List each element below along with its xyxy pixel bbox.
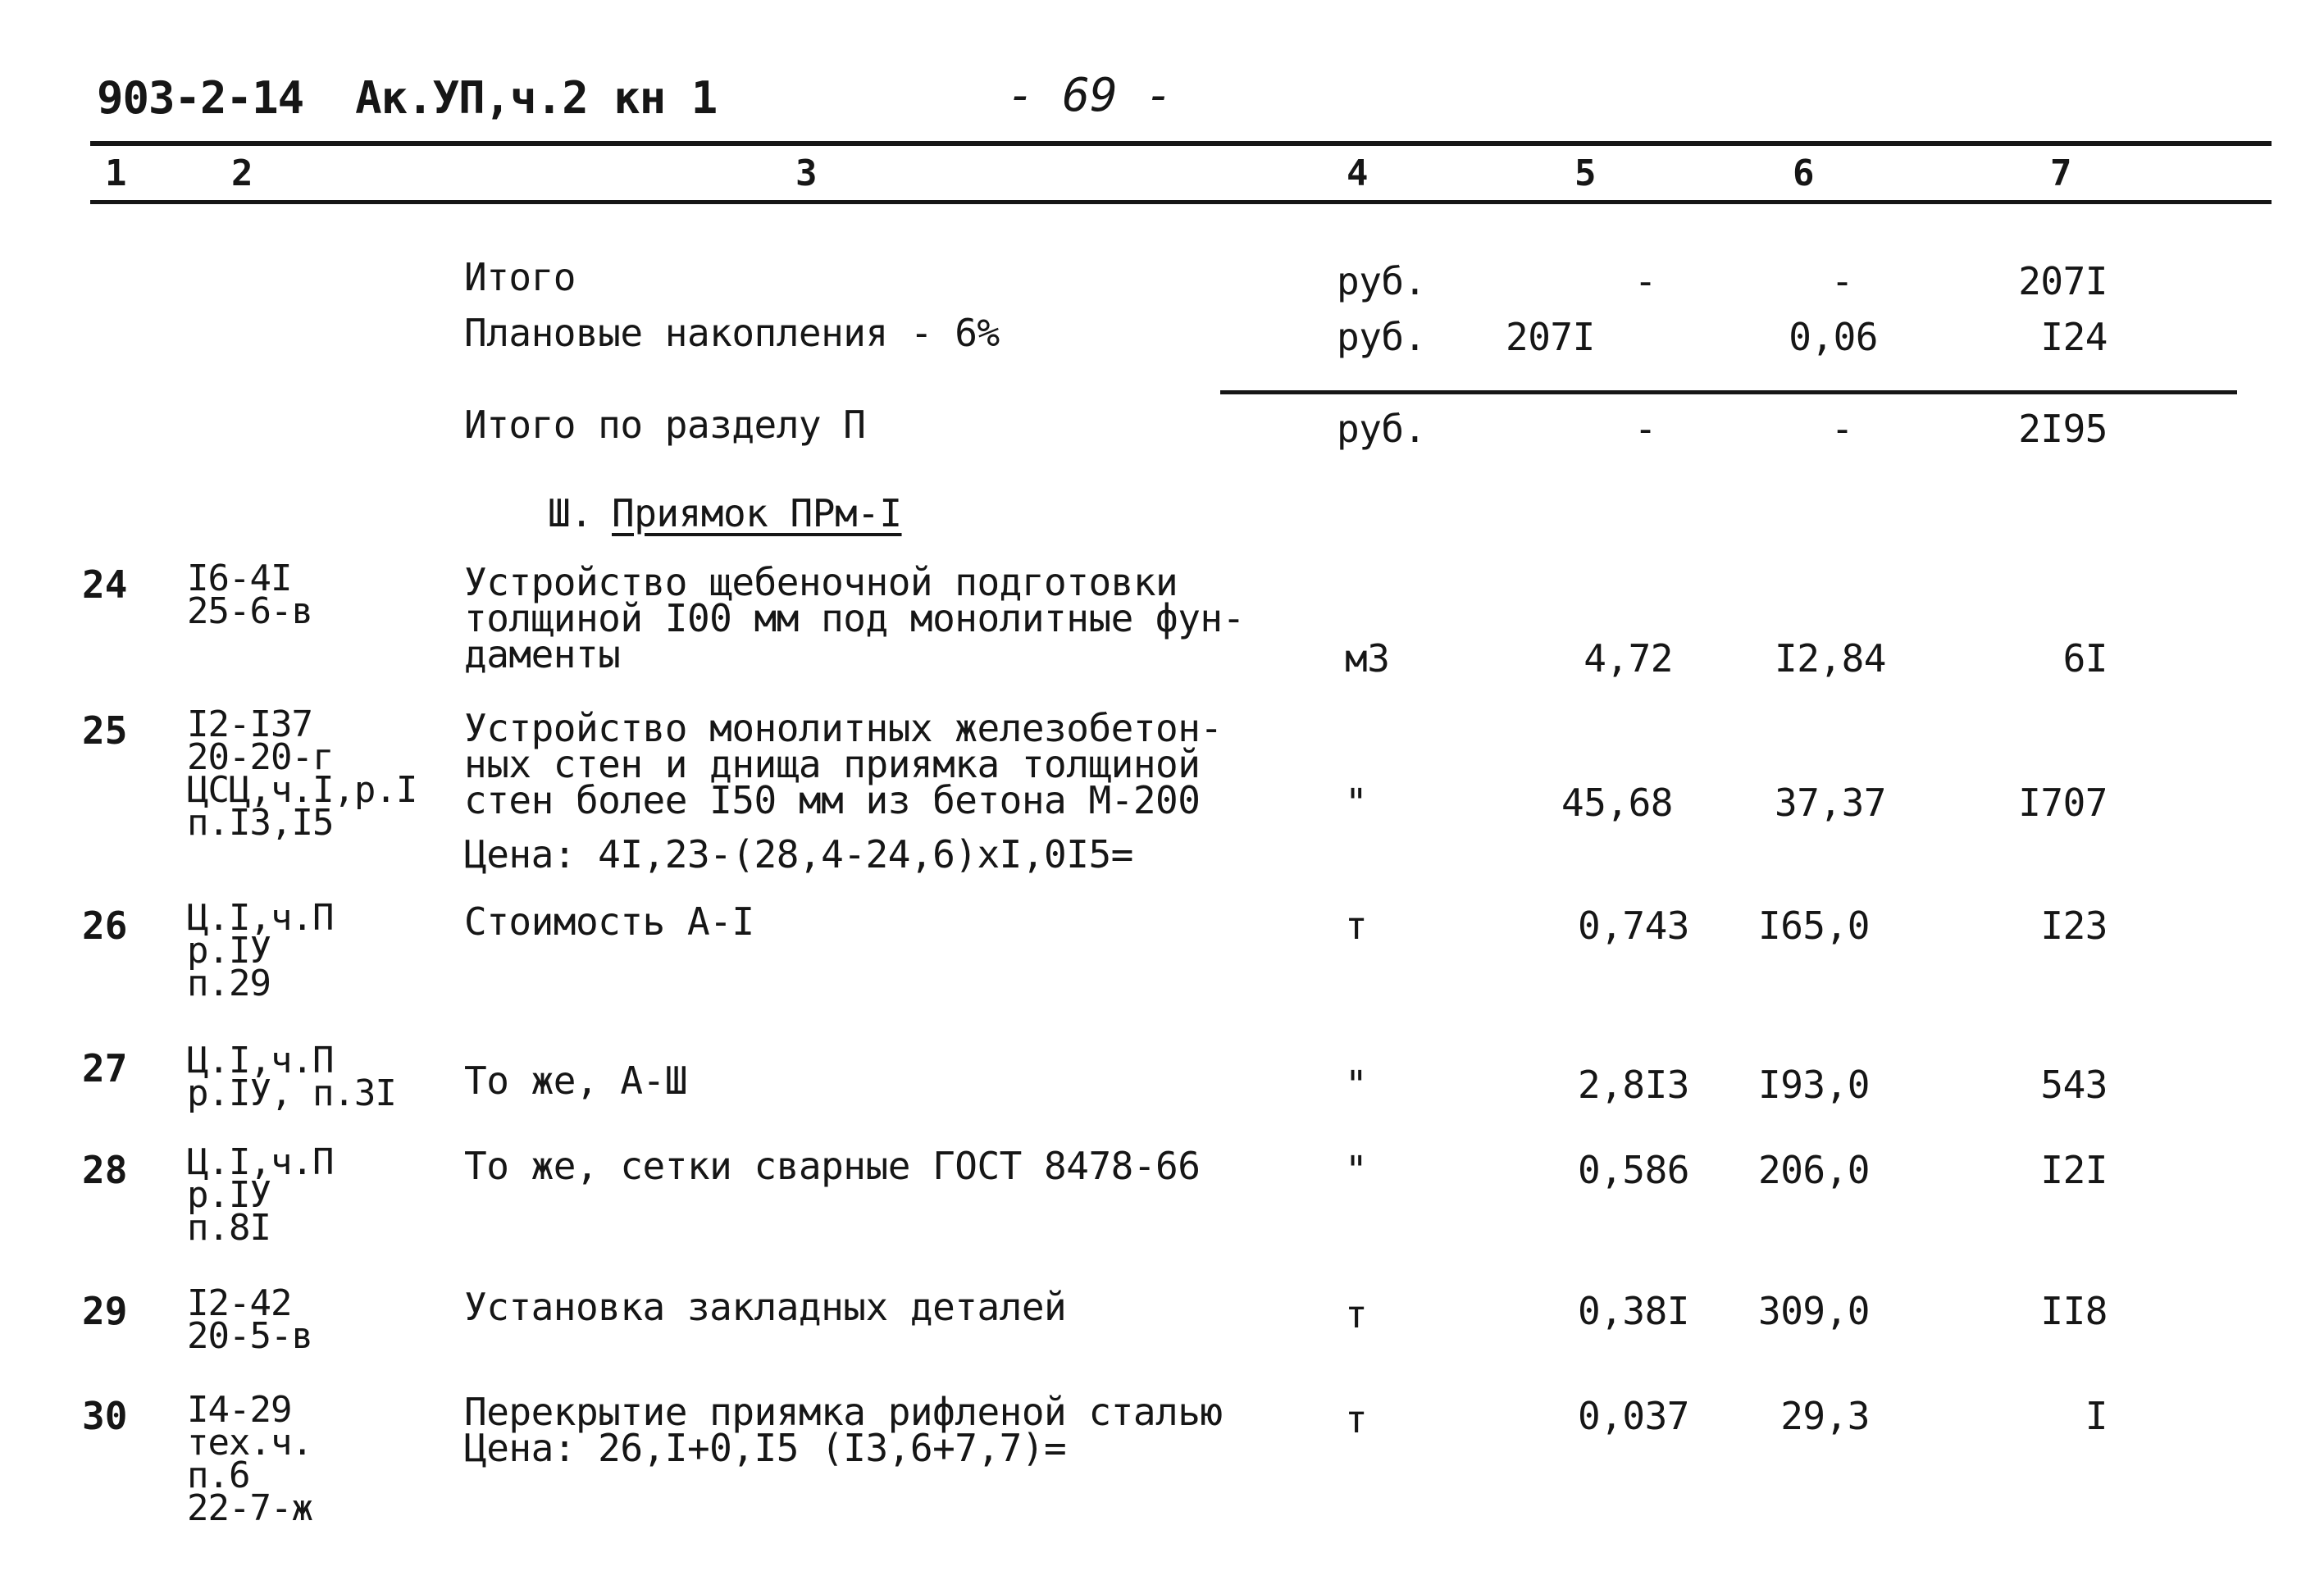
planned-savings-rate: 0,06 xyxy=(1789,315,1878,359)
total-unit: руб. xyxy=(1337,259,1426,303)
section-total-price: - xyxy=(1830,407,1853,451)
row-description: То же, А-Ш xyxy=(464,1059,687,1103)
row-qty: 4,72 xyxy=(1584,636,1673,681)
row-description: Устройство щебеночной подготовки толщиной I00 мм под монолитные фун- даменты xyxy=(464,560,1245,676)
row-number: 29 xyxy=(82,1289,128,1333)
planned-savings-label: Плановые накопления - 6% xyxy=(464,311,1000,355)
row-unit: " xyxy=(1345,781,1368,825)
column-header-3: 3 xyxy=(795,153,818,194)
row-price: I93,0 xyxy=(1758,1063,1870,1107)
total-price: - xyxy=(1830,259,1853,303)
row-qty: 0,38I xyxy=(1578,1289,1689,1333)
row-number: 30 xyxy=(82,1394,128,1438)
total-qty: - xyxy=(1634,259,1656,303)
section-total-sum: 2I95 xyxy=(2018,407,2108,451)
row-price-formula: Цена: 4I,23-(28,4-24,6)хI,0I5= xyxy=(464,832,1133,876)
row-description: Перекрытие приямка рифленой сталью Цена: 26,I+0,I5 (I3,6+7,7)= xyxy=(464,1390,1223,1470)
section-title: Приямок ПРм-I xyxy=(612,491,902,535)
row-sum: 6I xyxy=(2062,636,2108,681)
row-unit: м3 xyxy=(1345,636,1390,681)
column-header-6: 6 xyxy=(1793,153,1815,194)
subtotal-rule xyxy=(1220,390,2237,394)
header-bottom-rule xyxy=(90,200,2272,204)
section-number: Ш. xyxy=(548,491,593,535)
row-description: Стоимость А-I xyxy=(464,899,754,944)
column-header-2: 2 xyxy=(231,153,253,194)
row-unit: т xyxy=(1345,904,1368,948)
row-description: Установка закладных деталей xyxy=(464,1285,1067,1329)
row-code: I6-4I 25-6-в xyxy=(187,558,312,632)
row-number: 27 xyxy=(82,1046,128,1090)
row-code: I4-29 тех.ч. п.6 22-7-ж xyxy=(187,1389,312,1529)
column-header-4: 4 xyxy=(1347,153,1369,194)
row-code: I2-I37 20-20-г ЦСЦ,ч.I,р.I п.I3,I5 xyxy=(187,703,417,844)
row-unit: т xyxy=(1345,1292,1368,1336)
row-unit: т xyxy=(1345,1397,1368,1441)
row-sum: I2I xyxy=(2040,1148,2108,1192)
row-qty: 0,037 xyxy=(1578,1394,1689,1438)
row-sum: I707 xyxy=(2018,781,2108,825)
section-total-label: Итого по разделу П xyxy=(464,403,866,447)
row-price: I65,0 xyxy=(1758,904,1870,948)
row-number: 28 xyxy=(82,1148,128,1192)
row-code: Ц.I,ч.П р.IУ п.8I xyxy=(187,1141,334,1249)
row-number: 25 xyxy=(82,708,128,753)
page-number: - 69 - xyxy=(1007,69,1173,122)
total-label: Итого xyxy=(464,255,576,299)
row-sum: I23 xyxy=(2040,904,2108,948)
total-sum: 207I xyxy=(2018,259,2108,303)
header-top-rule xyxy=(90,141,2272,146)
row-price: 206,0 xyxy=(1758,1148,1870,1192)
row-sum: II8 xyxy=(2040,1289,2108,1333)
row-qty: 45,68 xyxy=(1561,781,1673,825)
row-code: I2-42 20-5-в xyxy=(187,1282,312,1357)
row-qty: 0,586 xyxy=(1578,1148,1689,1192)
row-code: Ц.I,ч.П р.IУ п.29 xyxy=(187,897,334,1004)
row-code: Ц.I,ч.П р.IУ, п.3I xyxy=(187,1040,396,1114)
row-qty: 0,743 xyxy=(1578,904,1689,948)
section-total-qty: - xyxy=(1634,407,1656,451)
row-sum: 543 xyxy=(2040,1063,2108,1107)
row-price: 37,37 xyxy=(1775,781,1886,825)
column-header-1: 1 xyxy=(105,153,127,194)
row-price: I2,84 xyxy=(1775,636,1886,681)
row-number: 24 xyxy=(82,562,128,607)
planned-savings-sum: I24 xyxy=(2040,315,2108,359)
row-sum: I xyxy=(2085,1394,2108,1438)
row-unit: " xyxy=(1345,1063,1368,1107)
column-header-7: 7 xyxy=(2050,153,2072,194)
planned-savings-unit: руб. xyxy=(1337,315,1426,359)
document-code: 903-2-14 Ак.УП,ч.2 кн 1 xyxy=(97,72,718,124)
row-qty: 2,8I3 xyxy=(1578,1063,1689,1107)
row-description: Устройство монолитных железобетон- ных стен и днища приямка толщиной стен более I50 мм из бетона М-200 xyxy=(464,706,1223,822)
row-description: То же, сетки сварные ГОСТ 8478-66 xyxy=(464,1144,1201,1188)
section-total-unit: руб. xyxy=(1337,407,1426,451)
row-unit: " xyxy=(1345,1148,1368,1192)
row-price: 309,0 xyxy=(1758,1289,1870,1333)
column-header-5: 5 xyxy=(1574,153,1597,194)
row-number: 26 xyxy=(82,904,128,948)
planned-savings-qty: 207I xyxy=(1506,315,1595,359)
row-price: 29,3 xyxy=(1780,1394,1870,1438)
